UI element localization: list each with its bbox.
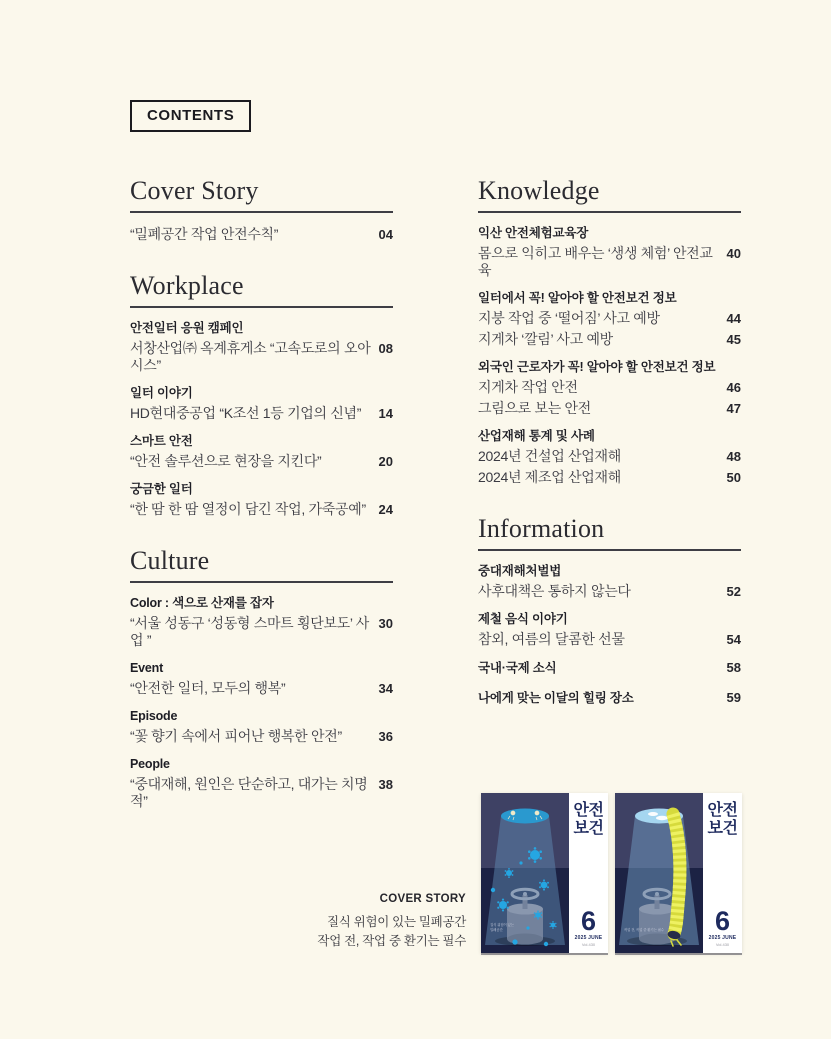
toc-group (478, 564, 741, 600)
entry-title: 그림으로 보는 안전 (478, 400, 591, 416)
cover-masthead-strip (569, 793, 608, 953)
entry-page-number: 46 (726, 380, 741, 395)
toc-group (130, 757, 393, 810)
section-title: Culture (130, 546, 210, 575)
section-title: Cover Story (130, 176, 259, 205)
group-label: 안전일터 응원 캠페인 (130, 321, 244, 335)
entry-title: “안전 솔루션으로 현장을 지킨다” (130, 453, 322, 469)
entry-page-number: 36 (378, 729, 393, 744)
toc-entry (130, 405, 393, 422)
magazine-cover-virus (481, 793, 608, 953)
entry-page-number: 38 (378, 777, 393, 792)
entry-title: 2024년 건설업 산업재해 (478, 448, 621, 464)
group-label: 일터에서 꼭! 알아야 할 안전보건 정보 (478, 291, 677, 305)
cover-thumbnails (481, 793, 742, 953)
toc-entry (130, 728, 393, 745)
cover-note-line: 작업 전, 작업 중 환기는 필수 (317, 934, 466, 948)
toc-entry (130, 615, 393, 649)
toc-entry (478, 469, 741, 486)
toc-right-column (478, 176, 741, 734)
entry-page-number: 44 (726, 311, 741, 326)
entry-page-number: 52 (726, 584, 741, 599)
toc-group (478, 226, 741, 279)
toc-group (130, 596, 393, 649)
issue-number: 6 (714, 906, 731, 936)
entry-page-number: 47 (726, 401, 741, 416)
toc-entry (130, 226, 393, 243)
masthead-line: 보건 (707, 820, 738, 837)
toc-group (130, 661, 393, 697)
toc-entry (130, 776, 393, 810)
entry-title: 2024년 제조업 산업재해 (478, 469, 621, 485)
issue-date: 2025 JUNE (708, 935, 737, 941)
cover-story-note (317, 893, 466, 951)
confined-space-duct-illustration (615, 793, 703, 953)
toc-entry (478, 400, 741, 417)
magazine-masthead (574, 802, 604, 838)
group-label: 익산 안전체험교육장 (478, 226, 589, 240)
entry-title: 나에게 맞는 이달의 힐링 장소 (478, 691, 634, 705)
group-label: 중대재해처벌법 (478, 564, 562, 578)
entry-page-number: 04 (378, 227, 393, 242)
issue-number: 6 (580, 906, 597, 936)
toc-group (130, 482, 393, 518)
group-label: 외국인 근로자가 꼭! 알아야 할 안전보건 정보 (478, 360, 716, 374)
toc-entry (478, 379, 741, 396)
cover-art (481, 793, 569, 953)
entry-page-number: 14 (378, 406, 393, 421)
issue-volume: Vol.430 (715, 942, 730, 947)
entry-title: 지붕 작업 중 ‘떨어짐’ 사고 예방 (478, 310, 660, 326)
toc-group (478, 360, 741, 417)
entry-title: 참외, 여름의 달콤한 선물 (478, 631, 625, 647)
toc-group (130, 321, 393, 374)
cover-masthead-strip (703, 793, 742, 953)
contents-badge: CONTENTS (130, 100, 251, 132)
entry-title: 몸으로 익히고 배우는 ‘생생 체험’ 안전교육 (478, 245, 713, 278)
issue-block (574, 906, 603, 947)
toc-entry (130, 680, 393, 697)
issue-block (708, 906, 737, 947)
toc-entry (478, 690, 741, 706)
group-label: Event (130, 661, 164, 675)
toc-group (130, 709, 393, 745)
toc-left-column (130, 176, 393, 838)
entry-title: “안전한 일터, 모두의 행복” (130, 680, 286, 696)
entry-page-number: 20 (378, 454, 393, 469)
masthead-line: 안전 (573, 802, 604, 819)
entry-page-number: 30 (378, 616, 393, 631)
toc-group (478, 429, 741, 486)
group-label: 일터 이야기 (130, 386, 193, 400)
issue-volume: Vol.430 (581, 942, 596, 947)
entry-title: “밀폐공간 작업 안전수칙” (130, 226, 279, 242)
group-label: Episode (130, 709, 178, 723)
section-information (478, 514, 741, 706)
section-title: Information (478, 514, 605, 543)
group-label: 제철 음식 이야기 (478, 612, 568, 626)
entry-page-number: 45 (726, 332, 741, 347)
entry-title: 국내·국제 소식 (478, 661, 557, 675)
magazine-masthead (708, 802, 738, 838)
entry-title: “서울 성동구 ‘성동형 스마트 횡단보도’ 사업 ” (130, 615, 369, 648)
cover-tiny-caption: 작업 전, 작업 중 환기는 필수 (624, 928, 664, 932)
masthead-line: 보건 (573, 820, 604, 837)
masthead-line: 안전 (707, 802, 738, 819)
toc-group (478, 291, 741, 348)
group-label: 산업재해 통계 및 사례 (478, 429, 595, 443)
cover-tiny-caption: 밀폐공간 (490, 928, 503, 932)
entry-title: HD현대중공업 “K조선 1등 기업의 신념” (130, 405, 362, 421)
toc-group (130, 226, 393, 243)
toc-group (130, 386, 393, 422)
cover-tiny-caption: 질식 위험이 있는 (490, 923, 514, 927)
entry-page-number: 08 (378, 341, 393, 356)
entry-page-number: 48 (726, 449, 741, 464)
entry-title: 사후대책은 통하지 않는다 (478, 583, 631, 599)
magazine-cover-duct (615, 793, 742, 953)
toc-entry (478, 660, 741, 676)
entry-page-number: 59 (726, 690, 741, 705)
toc-group (478, 612, 741, 648)
toc-entry (130, 501, 393, 518)
section-title: Knowledge (478, 176, 600, 205)
entry-title: “한 땀 한 땀 열정이 담긴 작업, 가죽공예” (130, 501, 366, 517)
cover-note-line: 질식 위험이 있는 밀폐공간 (326, 915, 466, 929)
entry-page-number: 58 (726, 660, 741, 675)
entry-page-number: 54 (726, 632, 741, 647)
cover-art (615, 793, 703, 953)
entry-title: 지게차 작업 안전 (478, 379, 578, 395)
toc-entry (478, 310, 741, 327)
section-culture (130, 546, 393, 810)
entry-title: 지게차 ‘깔림’ 사고 예방 (478, 331, 613, 347)
entry-page-number: 50 (726, 470, 741, 485)
toc-entry (478, 245, 741, 279)
entry-title: “중대재해, 원인은 단순하고, 대가는 치명적” (130, 776, 368, 809)
toc-entry (478, 583, 741, 600)
cover-story-kicker: COVER STORY (379, 893, 466, 905)
entry-page-number: 34 (378, 681, 393, 696)
issue-date: 2025 JUNE (574, 935, 603, 941)
group-label: 궁금한 일터 (130, 482, 193, 496)
entry-title: “꽃 향기 속에서 피어난 행복한 안전” (130, 728, 342, 744)
toc-entry (130, 340, 393, 374)
section-cover-story (130, 176, 393, 243)
entry-page-number: 24 (378, 502, 393, 517)
section-workplace (130, 271, 393, 518)
group-label: 스마트 안전 (130, 434, 193, 448)
toc-group (130, 434, 393, 470)
group-label: Color : 색으로 산재를 잡자 (130, 596, 274, 610)
toc-entry (130, 453, 393, 470)
confined-space-gas-illustration (481, 793, 569, 953)
toc-entry (478, 631, 741, 648)
group-label: People (130, 757, 170, 771)
entry-title: 서창산업㈜ 옥계휴게소 “고속도로의 오아시스” (130, 340, 371, 373)
toc-entry (478, 448, 741, 465)
section-knowledge (478, 176, 741, 486)
entry-page-number: 40 (726, 246, 741, 261)
section-title: Workplace (130, 271, 244, 300)
toc-entry (478, 331, 741, 348)
